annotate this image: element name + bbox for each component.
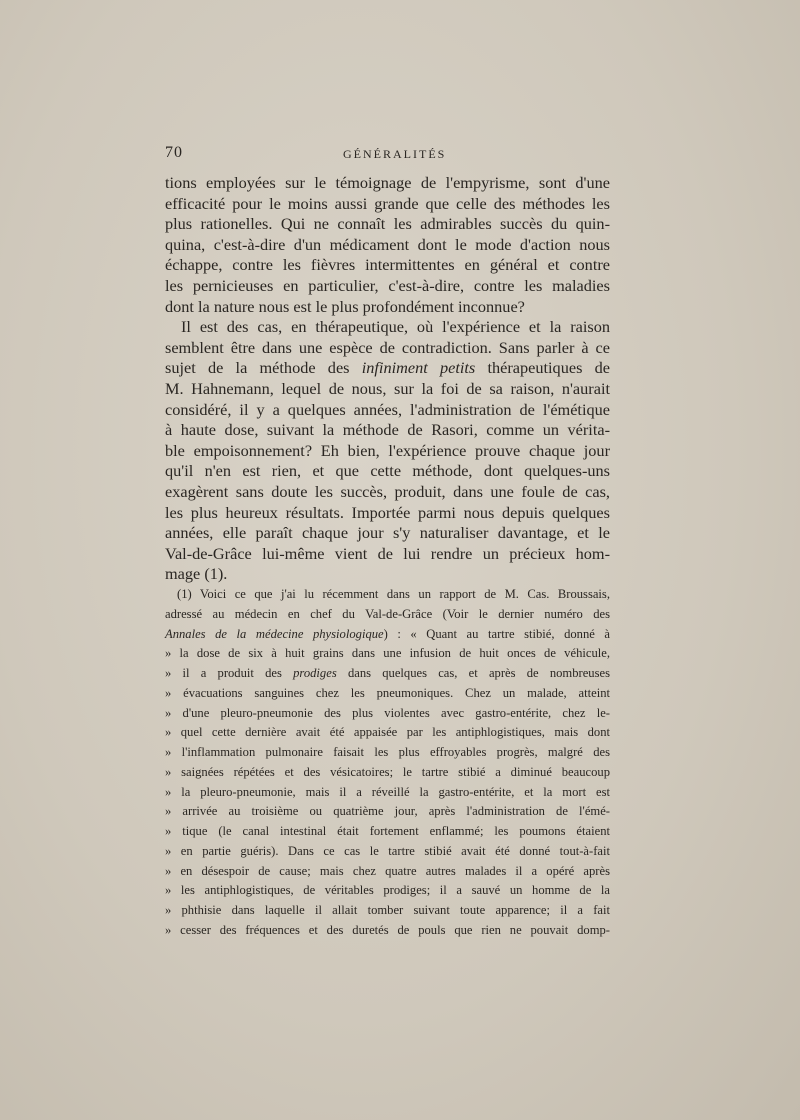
page-header [165,144,610,166]
italic-phrase: infiniment petits [361,358,476,378]
text-segment: ) : « Quant au tartre stibié, donné à [383,626,610,641]
text-line: ble empoisonnement? Eh bien, l'expérience prouve chaque jour [165,440,610,460]
text-line [165,358,610,379]
footnote-line: » en désespoir de cause; mais chez quatre autres malades il a opéré après [165,863,610,878]
text-line: exagèrent sans doute les succès, produit, dans une foule de cas, [165,481,610,501]
running-head: GÉNÉRALITÉS [343,147,447,161]
footnote-line: » arrivée au troisième ou quatrième jour, après l'administration de l'émé- [165,804,610,819]
text-line: Val-de-Grâce lui-même vient de lui rendre un précieux hom- [165,543,610,563]
text-line: M. Hahnemann, lequel de nous, sur la foi de sa raison, n'aurait [165,378,610,398]
text-line: efficacité pour le moins aussi grande que celle des méthodes les [165,193,610,213]
text-segment: » il a produit des [165,666,294,680]
text-line: années, elle paraît chaque jour s'y naturaliser davantage, et le [165,523,610,543]
footnote-line: » phthisie dans laquelle il allait tomber suivant toute apparence; il a fait [165,903,610,917]
text-line: les plus heureux résultats. Importée parmi nous depuis quelques [165,502,610,522]
footnote-line: (1) Voici ce que j'ai lu récemment dans un rapport de M. Cas. Broussais, [177,587,610,601]
text-line: mage (1). [165,564,228,584]
italic-phrase: Annales de la médecine physiologique [165,626,384,641]
footnote-line: adressé au médecin en chef du Val-de-Grâce (Voir le dernier numéro des [165,606,610,621]
text-segment: sujet de la méthode des [165,358,362,378]
footnote-line: » quel cette dernière avait été appaisée par les antiphlogistiques, mais dont [165,725,610,740]
text-segment: dans quelques cas, et après de nombreuses [336,666,610,680]
page-number: 70 [165,144,183,161]
text-line: plus rationelles. Qui ne connaît les admirables succès du quin- [165,214,610,234]
footnote-line: » les antiphlogistiques, de véritables prodiges; il a sauvé un homme de la [165,883,610,898]
text-line: tions employées sur le témoignage de l'empyrisme, sont d'une [165,173,610,192]
text-line: semblent être dans une espèce de contradiction. Sans parler à ce [165,337,610,357]
footnote [165,585,610,941]
footnote-line: » saignées répétées et des vésicatoires; le tartre stibié a diminué beaucoup [165,764,610,779]
main-text [165,173,610,585]
footnote-line: » en partie guéris). Dans ce cas le tartre stibié avait été donné tout-à-fait [165,843,610,858]
footnote-line: » la pleuro-pneumonie, mais il a réveillé la gastro-entérite, et la mort est [165,784,610,799]
text-line: quina, c'est-à-dire d'un médicament dont le mode d'action nous [165,234,610,254]
footnote-line: » la dose de six à huit grains dans une infusion de huit onces de véhicule, [165,646,610,661]
footnote-line: » cesser des fréquences et des duretés de pouls que rien ne pouvait domp- [165,922,610,937]
footnote-line: » d'une pleuro-pneumonie des plus violentes avec gastro-entérite, chez le- [165,705,610,720]
footnote-line: » l'inflammation pulmonaire faisait les plus effroyables progrès, malgré des [165,745,610,759]
text-line: dont la nature nous est le plus profondément inconnue? [165,296,525,316]
footnote-line: » évacuations sanguines chez les pneumoniques. Chez un malade, atteint [165,685,610,700]
footnote-line [165,664,610,684]
text-line: échappe, contre les fièvres intermittentes en général et contre [165,255,610,275]
footnote-line: » tique (le canal intestinal était fortement enflammé; les poumons étaient [165,824,610,838]
text-line: Il est des cas, en thérapeutique, où l'expérience et la raison [181,317,610,337]
text-segment: thérapeutiques de [475,358,610,378]
footnote-line [165,625,610,645]
text-line: à haute dose, suivant la méthode de Rasori, comme un vérita- [165,420,610,440]
italic-phrase: prodiges [293,666,337,680]
text-line: les pernicieuses en particulier, c'est-à-dire, contre les maladies [165,275,610,295]
text-line: considéré, il y a quelques années, l'administration de l'émétique [165,399,610,419]
text-line: qu'il n'en est rien, et que cette méthode, dont quelques-uns [165,461,610,481]
